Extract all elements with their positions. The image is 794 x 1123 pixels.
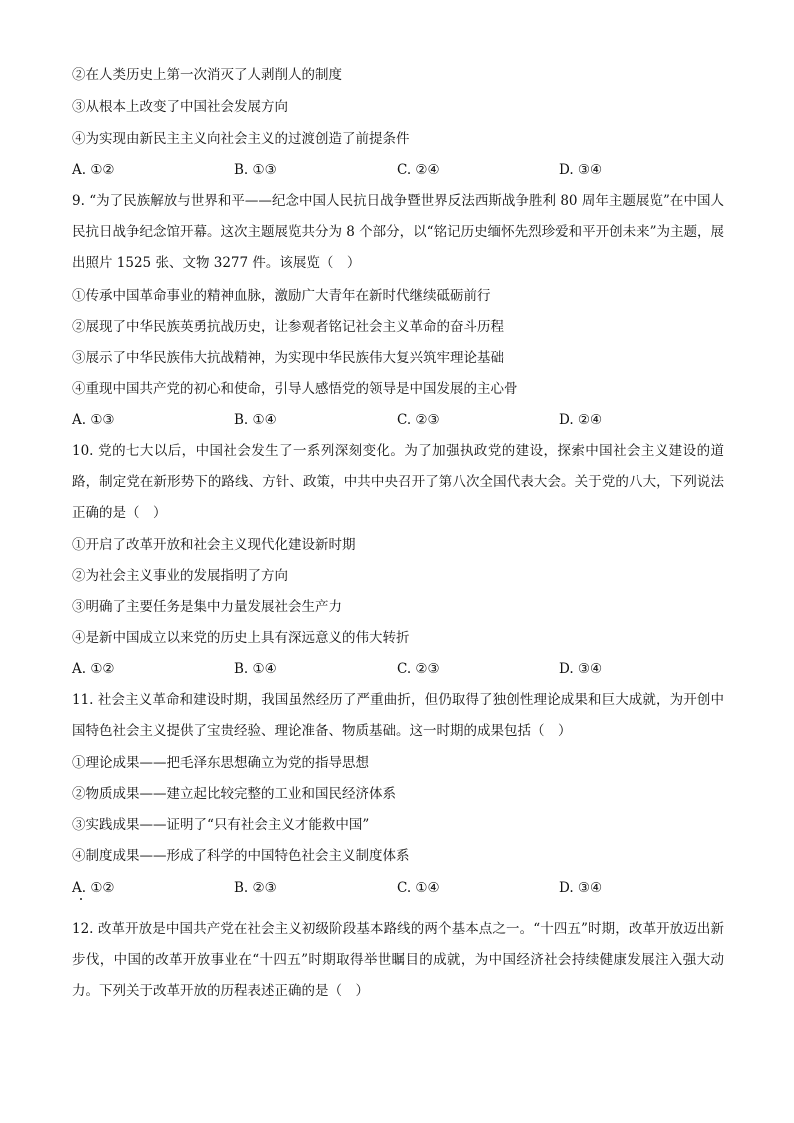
q11-option-c[interactable]: C. ①④ (397, 880, 440, 896)
q8-item-3: ③从根本上改变了中国社会发展方向 (72, 99, 288, 115)
q10-item-3: ③明确了主要任务是集中力量发展社会生产力 (72, 599, 342, 615)
q11-option-a[interactable]: A. ①② (72, 880, 115, 896)
q8-option-b[interactable]: B. ①③ (234, 162, 277, 178)
q11-stem: 11. 社会主义革命和建设时期，我国虽然经历了严重曲折，但仍取得了独创性理论成果和巨大成就，为开创中国特色社会主义提供了宝贵经验、理论准备、物质基础。这一时期的成果包括（ ） (72, 692, 724, 739)
q8-option-c[interactable]: C. ②④ (397, 162, 440, 178)
q8-item-4: ④为实现由新民主主义向社会主义的过渡创造了前提条件 (72, 131, 410, 147)
q9-option-a[interactable]: A. ①③ (72, 412, 115, 428)
q11-item-3: ③实践成果——证明了“只有社会主义才能救中国” (72, 817, 370, 833)
q10-option-c[interactable]: C. ②③ (397, 661, 440, 677)
q11-item-2: ②物质成果——建立起比较完整的工业和国民经济体系 (72, 786, 396, 802)
q8-option-d[interactable]: D. ③④ (559, 162, 603, 178)
q9-item-4: ④重现中国共产党的初心和使命，引导人感悟党的领导是中国发展的主心骨 (72, 381, 518, 397)
q9-item-3: ③展示了中华民族伟大抗战精神，为实现中华民族伟大复兴筑牢理论基础 (72, 350, 504, 366)
q10-option-d[interactable]: D. ③④ (559, 661, 603, 677)
q10-option-a[interactable]: A. ①② (72, 661, 115, 677)
q9-item-1: ①传承中国革命事业的精神血脉，激励广大青年在新时代继续砥砺前行 (72, 288, 491, 304)
q11-option-d[interactable]: D. ③④ (559, 880, 603, 896)
q9-option-b[interactable]: B. ①④ (234, 412, 277, 428)
q11-item-1: ①理论成果——把毛泽东思想确立为党的指导思想 (72, 755, 369, 771)
q8-option-a[interactable]: A. ①② (72, 162, 115, 178)
q11-item-4: ④制度成果——形成了科学的中国特色社会主义制度体系 (72, 848, 410, 864)
q10-options (72, 660, 732, 678)
q10-item-4: ④是新中国成立以来党的历史上具有深远意义的伟大转折 (72, 630, 410, 646)
scan-speck (80, 898, 82, 900)
q9-options (72, 411, 732, 429)
q11-option-b[interactable]: B. ②③ (234, 880, 277, 896)
q12-stem: 12. 改革开放是中国共产党在社会主义初级阶段基本路线的两个基本点之一。“十四五”时期，改革开放迈出新步伐，中国的改革开放事业在“十四五”时期取得举世瞩目的成就，为中国经济社会持续健康发展注入强大动力。下列关于改革开放的历程表述正确的是（ ） (72, 921, 724, 999)
q11-options (72, 879, 732, 897)
q10-item-2: ②为社会主义事业的发展指明了方向 (72, 568, 288, 584)
q9-stem: 9. “为了民族解放与世界和平——纪念中国人民抗日战争暨世界反法西斯战争胜利 80 周年主题展览”在中国人民抗日战争纪念馆开幕。这次主题展览共分为 8 个部分，以“铭记历史缅怀先烈珍爱和平开创未来”为主题，展出照片 1525 张、文物 3277 件。该展览（ ） (72, 193, 724, 271)
q10-option-b[interactable]: B. ①④ (234, 661, 277, 677)
q10-stem: 10. 党的七大以后，中国社会发生了一系列深刻变化。为了加强执政党的建设，探索中国社会主义建设的道路，制定党在新形势下的路线、方针、政策，中共中央召开了第八次全国代表大会。关于党的八大，下列说法正确的是（ ） (72, 443, 724, 521)
q8-options (72, 161, 732, 179)
q10-item-1: ①开启了改革开放和社会主义现代化建设新时期 (72, 537, 356, 553)
q9-option-d[interactable]: D. ②④ (559, 412, 603, 428)
q8-item-2: ②在人类历史上第一次消灭了人剥削人的制度 (72, 67, 342, 83)
q9-item-2: ②展现了中华民族英勇抗战历史，让参观者铭记社会主义革命的奋斗历程 (72, 319, 504, 335)
q9-option-c[interactable]: C. ②③ (397, 412, 440, 428)
